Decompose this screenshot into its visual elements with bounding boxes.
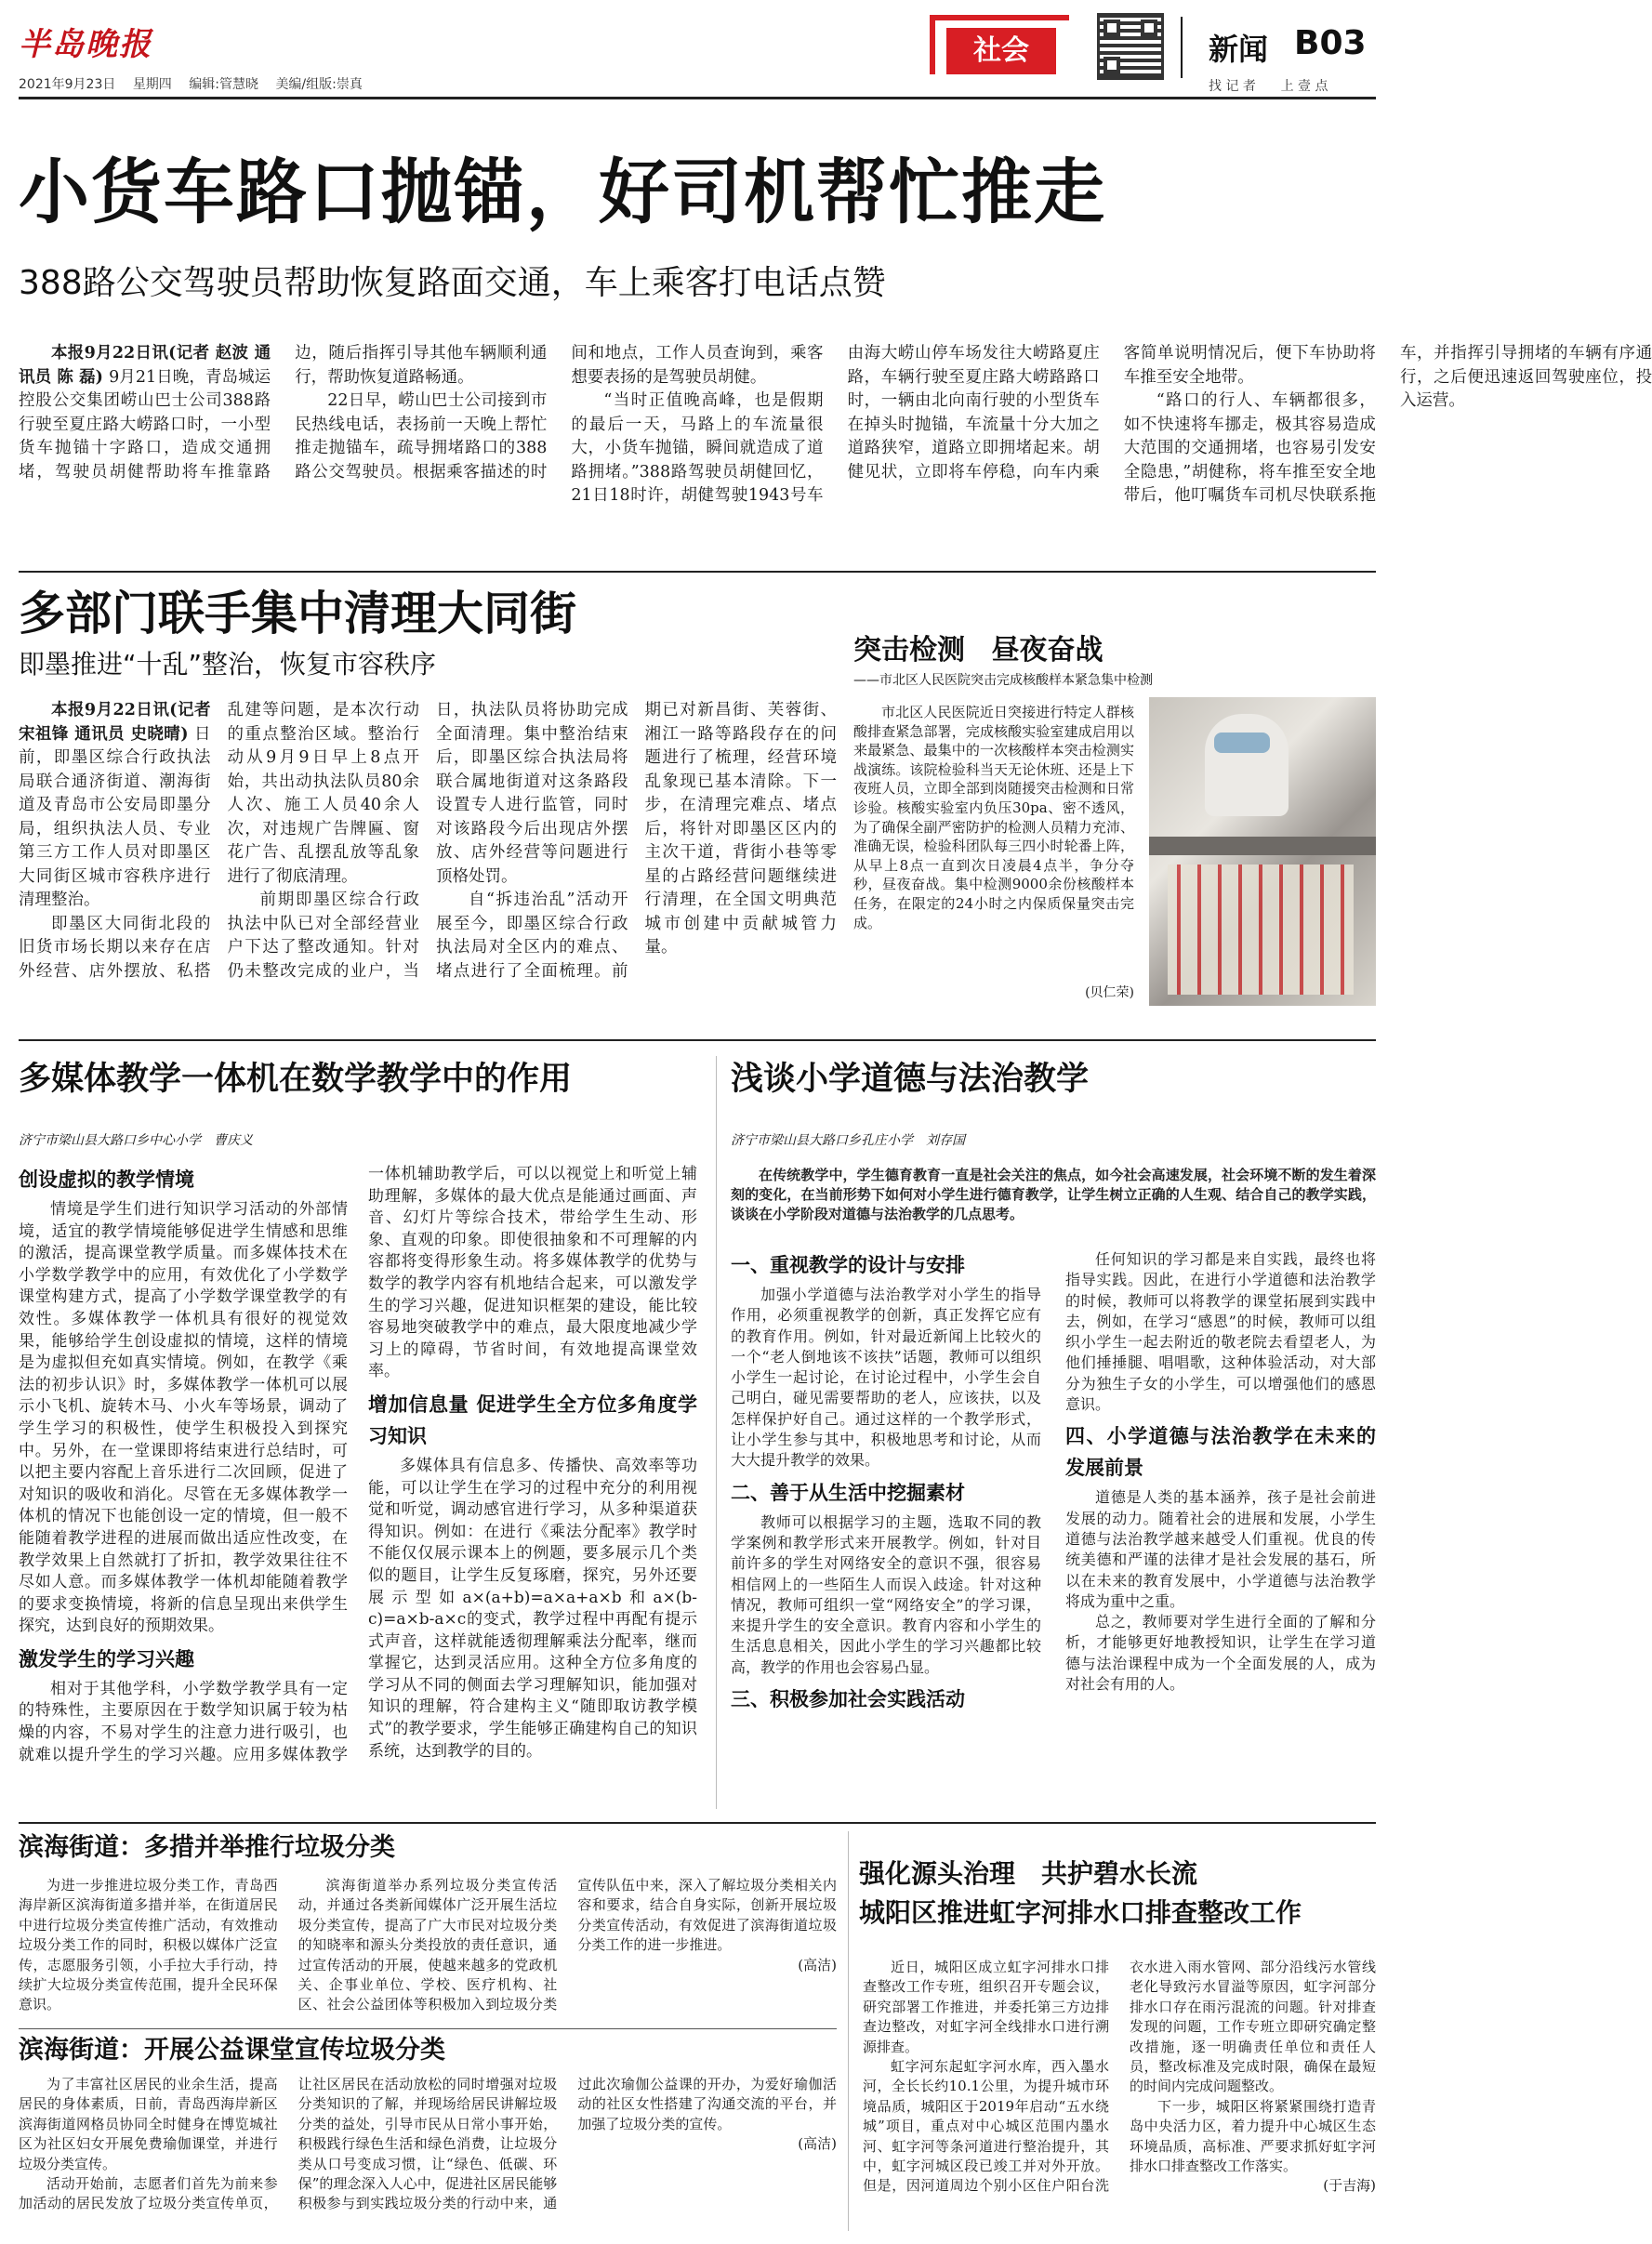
section-rule — [19, 571, 1376, 573]
lab-photo — [1149, 697, 1376, 1006]
story5-body — [731, 1249, 1376, 1809]
section-badge: 社会 — [946, 28, 1056, 74]
story3-subtitle: ——市北区人民医院突击完成核酸样本紧急集中检测 — [853, 673, 1153, 688]
designer-credit: 美编/组版:崇真 — [275, 77, 363, 92]
date-line — [19, 74, 363, 93]
story8-body — [863, 1958, 1376, 2233]
story4-paragraph: 情境是学生们进行知识学习活动的外部情境，适宜的教学情境能够促进学生情感和思维的激活，提高课堂教学质量。而多媒体技术在小学数学教学中的应用，有效优化了小学数学课堂构建方式，提高了小学数学课堂教学的有效性。多媒体教学一体机具有很好的视觉效果，能够给学生创设虚拟的情境，这样的情境是为虚拟但充如真实情境。例如，在教学《乘法的初步认识》时，多媒体教学一体机可以展示小飞机、旋转木马、小火车等场景，调动了学生学习的积极性，使学生积极投入到探究中。另外，在一堂课即将结束进行总结时，可以把主要内容配上音乐进行二次回顾，促进了对知识的吸收和消化。尽管在无多媒体教学一体机的情况下也能创设一定的情境，但一般不能随着教学进程的进展而做出适应性改变，在教学效果上自然就打了折扣，教学效果往往不尽如人意。而多媒体教学一体机却能随着教学的要求变换情境，将新的信息呈现出来供学生探究，达到良好的预期效果。 — [19, 1200, 348, 1636]
section-rule — [19, 1039, 1376, 1041]
story2-lead: 本报9月22日讯(记者 宋祖锋 通讯员 史晓晴) — [19, 701, 211, 744]
story3-credit: (贝仁荣) — [1085, 985, 1134, 1000]
section-rule — [19, 2028, 837, 2029]
story5-subheading: 三、积极参加社会实践活动 — [731, 1688, 965, 1711]
story1-body — [19, 342, 1652, 530]
story5-byline: 济宁市梁山县大路口乡孔庄小学 刘存国 — [731, 1133, 965, 1148]
story5-paragraph: 道德是人类的基本涵养，孩子是社会前进发展的动力。随着社会的进展和发展，小学生道德与法治教学越来越受人们重视。优良的传统美德和严谨的法律才是社会发展的基石，所以在未来的教育发展中，小学道德与法治教学将成为重中之重。 — [1065, 1488, 1376, 1610]
story4-paragraph: 相对于其他学科，小学数学教学具有一定的特殊性，主要原因在于数学知识属于较为枯燥的内容，不易对学生的注意力进行吸引，也就难以提升学生的学习兴趣。应用多媒体教学一体机辅助教学后，可以以视觉上和听觉上辅助理解，多媒体的最大优点是能通过画面、声音、幻灯片等综合技术，带给学生生动、形象、直观的印象。即使很抽象和不可理解的内容都将变得形象生动。将多媒体教学的优势与数学的教学内容有机地结合起来，可以激发学生的学习兴趣，促进知识框架的建设，能比较容易地突破教学中的难点，最大限度地减少学习上的障碍，节省时间，有效地提高课堂效率。 — [19, 1165, 697, 1764]
story5-intro: 在传统教学中，学生德育教育一直是社会关注的焦点，如今社会高速发展，社会环境不断的发生着深刻的变化，在当前形势下如何对小学生进行德育教学，让学生树立正确的人生观、结合自己的教学实践，谈谈在小学阶段对道德与法治教学的几点思考。 — [731, 1167, 1376, 1222]
story2-paragraph: 前期即墨区综合行政执法中队已对全部经营业户下达了整改通知。针对仍未整改完成的业户，当日，执法队员将协助完成全面清理。集中整治结束后，即墨区综合执法局将联合属地街道对这条路段设置专人进行监管，同时对该路段今后出现店外摆放、店外经营等问题进行顶格处罚。 — [227, 701, 628, 981]
story4-byline: 济宁市梁山县大路口乡中心小学 曹庆义 — [19, 1133, 253, 1148]
column-divider — [848, 1831, 849, 2231]
masthead-divider — [1181, 17, 1183, 78]
story5-paragraph: 加强小学道德与法治教学对小学生的指导作用，必须重视教学的创新，真正发挥它应有的教育作用。例如，针对最近新闻上比较火的一个“老人倒地该不该扶”话题，教师可以组织小学生一起讨论，在讨论过程中，小学生会自己明白，碰见需要帮助的老人，应该扶，以及怎样保护好自己。通过这样的一个教学形式，让小学生参与其中，积极地思考和讨论，从而大大提升教学的效果。 — [731, 1286, 1041, 1470]
story4-subheading: 增加信息量 促进学生全方位多角度学习知识 — [368, 1393, 697, 1447]
qr-code — [1097, 13, 1164, 80]
hotline-text: 找 记 者 上 壹 点 — [1209, 79, 1328, 94]
story2-paragraph: 日前，即墨区综合行政执法局联合通济街道、潮海街道及青岛市公安局即墨分局，组织执法人员、专业第三方工作人员对即墨区大同街区城市容秩序进行清理整治。 — [19, 724, 211, 909]
story7-headline: 滨海街道：开展公益课堂宣传垃圾分类 — [19, 2036, 445, 2065]
issue-date: 2021年9月23日 — [19, 77, 116, 92]
story3-paragraph: 市北区人民医院近日突接进行特定人群核酸排查紧急部署，完成核酸实验室建成启用以来最紧急、最集中的一次核酸样本突击检测实战演练。该院检验科当天无论休班、还是上下夜班人员，立即全部到岗随援突击检测和日常诊验。核酸实验室内负压30pa、密不透风，为了确保全副严密防护的检测人员精力充沛、准确无误，检验科团队每三四小时轮番上阵，从早上8点一直到次日凌晨4点半，争分夺秒，昼夜奋战。集中检测9000余份核酸样本任务，在限定的24小时之内保质保量突击完成。 — [853, 704, 1134, 931]
story5-paragraph: 总之，教师要对学生进行全面的了解和分析，才能够更好地教授知识，让学生在学习道德与法治课程中成为一个全面发展的人，成为对社会有用的人。 — [1065, 1613, 1376, 1694]
story5-paragraph: 教师可以根据学习的主题，选取不同的教学案例和教学形式来开展教学。例如，针对目前许多的学生对网络安全的意识不强，很容易相信网上的一些陌生人而误入歧途。针对这种情况，教师可组织一堂“网络安全”的学习课，来提升学生的安全意识。教育内容和小学生的生活息息相关，因此小学生的学习兴趣都比较高，教学的作用也会容易凸显。 — [731, 1512, 1041, 1676]
story4-subheading: 创设虚拟的教学情境 — [19, 1168, 194, 1191]
story1-paragraph: 9月21日晚，青岛城运控股公交集团崂山巴士公司388路行驶至夏庄路大崂路口时，一小型货车抛锚十字路口，造成交通拥堵，驾驶员胡健帮助将车推靠路边，随后指挥引导其他车辆顺利通行，帮助恢复道路畅通。 — [19, 344, 548, 482]
story8-paragraph: 虹字河东起虹字河水库，西入墨水河，全长长约10.1公里，为提升城市环境品质，城阳区于2019年启动“五水绕城”项目，重点对中心城区范围内墨水河、虹字河等条河道进行整治提升，其中，虹字河城区段已竣工并对外开放。但是，因河道周边个别小区住户阳台洗衣水进入雨水管网、部分沿线污水管线老化导致污水冒溢等原因，虹字河部分排水口存在雨污混流的问题。针对排查发现的问题，工作专班立即研究确定整改措施，逐一明确责任单位和责任人员，整改标准及完成时限，确保在最短的时间内完成问题整改。 — [863, 1959, 1376, 2195]
story7-body — [19, 2075, 837, 2233]
story4-subheading: 激发学生的学习兴趣 — [19, 1647, 194, 1670]
story7-paragraph: 活动开始前，志愿者们首先为前来参加活动的居民发放了垃圾分类宣传单页，让社区居民在活动放松的同时增强对垃圾分类知识的了解，并现场给居民讲解垃圾分类的益处，引导市民从日常小事开始，积极践行绿色生活和绿色消费，让垃圾分类从口号变成习惯，让“绿色、低碳、环保”的理念深入人心中，促进社区居民能够积极参与到实践垃圾分类的行动中来，通过此次瑜伽公益课的开办，为爱好瑜伽活动的社区女性搭建了沟通交流的平台，并加强了垃圾分类的宣传。 — [19, 2076, 837, 2212]
paper-logo: 半岛晚报 — [19, 26, 152, 63]
story1-lead: 本报9月22日讯(记者 赵波 通讯员 陈 磊) — [19, 344, 271, 387]
issue-weekday: 星期四 — [132, 77, 172, 92]
story1-paragraph: “当时正值晚高峰，也是假期的最后一天，马路上的车流量很大，小货车抛锚，瞬间就造成了道路拥堵。”388路驾驶员胡健回忆，21日18时许，胡健驾驶1943号车由海大崂山停车场发往大崂路夏庄路，车辆行驶至夏庄路大崂路路口时，一辆由北向南行驶的小型货车在掉头时抛锚，车流量十分大加之道路狭窄，道路立即拥堵起来。胡健见状，立即将车停稳，向车内乘客简单说明情况后，便下车协助将车推至安全地带。 — [571, 344, 1376, 505]
story5-subheading: 二、善于从生活中挖掘素材 — [731, 1481, 965, 1504]
story8-headline: 强化源头治理 共护碧水长流 — [859, 1858, 1198, 1889]
story5-headline: 浅谈小学道德与法治教学 — [731, 1061, 1090, 1098]
story6-body — [19, 1876, 837, 2026]
editor-credit: 编辑:管慧晓 — [189, 77, 258, 92]
story4-body — [19, 1164, 697, 1809]
story6-paragraph: 滨海街道举办系列垃圾分类宣传活动，并通过各类新闻媒体广泛开展生活垃圾分类宣传，提高了广大市民对垃圾分类的知晓率和源头分类投放的责任意识，通过宣传活动的开展，使越来越多的党政机关、企事业单位、学校、医疗机构、社区、社会公益团体等积极加入到垃圾分类宣传队伍中来，深入了解垃圾分类相关内容和要求，结合自身实际，创新开展垃圾分类宣传活动，有效促进了滨海街道垃圾分类工作的进一步推进。 — [297, 1877, 837, 2013]
story6-credit: (高洁) — [798, 1956, 837, 1973]
story1-subtitle: 388路公交驾驶员帮助恢复路面交通，车上乘客打电话点赞 — [19, 264, 886, 302]
page-number: B03 — [1294, 24, 1367, 62]
story2-paragraph: 即墨区大同街北段的旧货市场长期以来存在店外经营、店外摆放、私搭乱建等问题，是本次行动的重点整治区域。整治行动从9月9日早上8点开始，共出动执法队员80余人次、施工人员40余人次，对违规广告牌匾、窗花广告、乱摆乱放等乱象进行了彻底清理。 — [19, 701, 419, 981]
story8-credit: (于吉海) — [1323, 2177, 1376, 2195]
story8-subtitle: 城阳区推进虹字河排水口排查整改工作 — [859, 1897, 1302, 1928]
story5-paragraph: 任何知识的学习都是来自实践，最终也将指导实践。因此，在进行小学道德和法治教学的时候，教师可以将教学的课堂拓展到实践中去，例如，在学习“感恩”的时候，教师可以组织小学生一起去附近的敬老院去看望老人，为他们捶捶腿、唱唱歌，这种体验活动，对大部分为独生子女的小学生，可以增强他们的感恩意识。 — [1065, 1250, 1376, 1414]
story4-paragraph: 多媒体具有信息多、传播快、高效率等功能，可以让学生在学习的过程中充分的利用视觉和听觉，调动感官进行学习，从多种渠道获得知识。例如：在进行《乘法分配率》教学时不能仅仅展示课本上的例题，要多展示几个类似的题目，让学生反复琢磨，探究，另外还要展示型如a×(a+b)=a×a+a×b和a×(b-c)=a×b-a×c的变式，教学过程中再配有提示式声音，这样就能透彻理解乘法分配率，继而掌握它，达到灵活应用。这种全方位多角度的学习从不同的侧面去学习理解知识，能加强对知识的理解，符合建构主义“随即取访教学模式”的教学要求，学生能够正确建构自己的知识系统，达到教学的目的。 — [368, 1456, 697, 1761]
story7-credit: (高洁) — [798, 2135, 837, 2153]
story1-paragraph: “路口的行人、车辆都很多，如不快速将车挪走，极其容易造成大范围的交通拥堵，也容易引发安全隐患，”胡健称，将车推至安全地带后，他叮嘱货车司机尽快联系拖车，并指挥引导拥堵的车辆有序通行，之后便迅速返回驾驶座位，投入运营。 — [1123, 344, 1652, 505]
story6-headline: 滨海街道：多措并举推行垃圾分类 — [19, 1833, 395, 1862]
story3-headline: 突击检测 昼夜奋战 — [853, 634, 1104, 667]
masthead-rule — [19, 97, 1376, 99]
masthead — [0, 0, 1394, 93]
story6-paragraph: 为进一步推进垃圾分类工作，青岛西海岸新区滨海街道多措并举，在街道居民中进行垃圾分类宣传推广活动，有效推动垃圾分类工作的同时，积极以媒体广泛宣传，志愿服务引领，小手拉大手行动，持续扩大垃圾分类宣传范围，提升全民环保意识。 — [19, 1877, 278, 2013]
section-rule — [19, 1822, 1376, 1824]
story2-headline: 多部门联手集中清理大同街 — [19, 587, 576, 640]
story1-paragraph: 22日早，崂山巴士公司接到市民热线电话，表扬前一天晚上帮忙推走抛锚车，疏导拥堵路口的388路公交驾驶员。根据乘客描述的时间和地点，工作人员查询到，乘客想要表扬的是驾驶员胡健。 — [295, 344, 824, 482]
story5-subheading: 四、小学道德与法治教学在未来的发展前景 — [1065, 1425, 1376, 1480]
story7-paragraph: 为了丰富社区居民的业余生活，提高居民的身体素质，日前，青岛西海岸新区滨海街道网格员协同全时健身在博览城社区为社区妇女开展免费瑜伽课堂，并进行垃圾分类宣传。 — [19, 2076, 278, 2172]
column-divider — [716, 1056, 717, 1809]
story3-box — [853, 632, 1376, 1011]
story5-subheading: 一、重视教学的设计与安排 — [731, 1254, 965, 1276]
story2-paragraph: 自“拆违治乱”活动开展至今，即墨区综合行政执法局对全区内的难点、堵点进行了全面梳理。前期已对新昌街、芙蓉街、湘江一路等路段存在的问题进行了梳理，经营环境乱象现已基本清除。下一步，在清理完难点、堵点后，将针对即墨区区内的主次干道，背街小巷等零星的占路经营问题继续进行清理，在全国文明典范城市创建中贡献城管力量。 — [436, 701, 837, 981]
story4-headline: 多媒体教学一体机在数学教学中的作用 — [19, 1061, 573, 1098]
story3-body — [853, 703, 1134, 995]
story8-paragraph: 下一步，城阳区将紧紧围绕打造青岛中央活力区，着力提升中心城区生态环境品质，高标准、严要求抓好虹字河排水口排查整改工作落实。 — [1130, 2097, 1376, 2175]
story2-body — [19, 699, 837, 1011]
news-label: 新闻 — [1209, 32, 1269, 67]
story2-subtitle: 即墨推进“十乱”整治，恢复市容秩序 — [19, 649, 437, 680]
story1-headline: 小货车路口抛锚，好司机帮忙推走 — [19, 151, 1106, 233]
story8-paragraph: 近日，城阳区成立虹字河排水口排查整改工作专班，组织召开专题会议，研究部署工作推进，并委托第三方边排查边整改，对虹字河全线排水口进行溯源排查。 — [863, 1959, 1109, 2055]
